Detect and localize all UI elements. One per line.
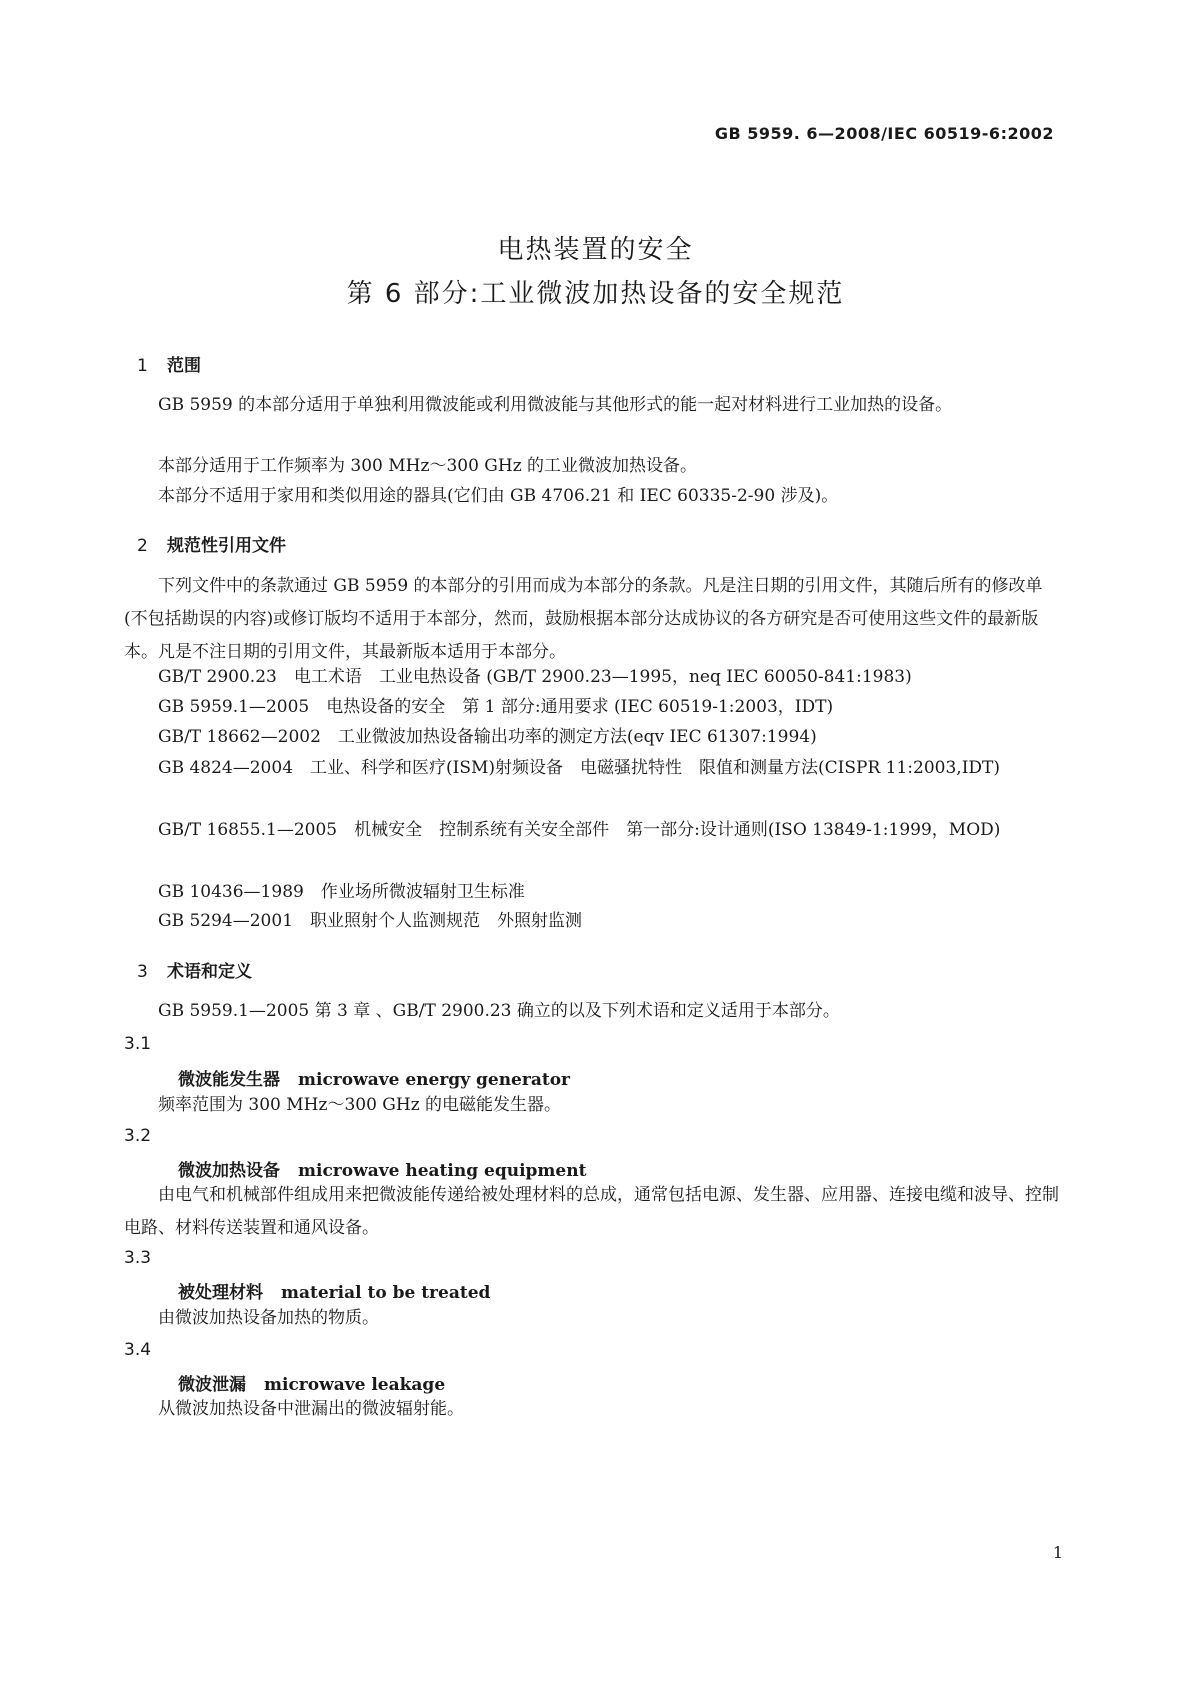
term-zh: 微波泄漏 <box>178 1375 246 1395</box>
term-en: material to be treated <box>281 1283 491 1303</box>
term-en: microwave heating equipment <box>298 1161 587 1181</box>
reference-item: GB 4824—2004 工业、科学和医疗(ISM)射频设备 电磁骚扰特性 限值和测量方法(CISPR 11:2003,IDT) <box>158 758 1001 778</box>
term-zh: 微波加热设备 <box>178 1161 280 1181</box>
section-title: 术语和定义 <box>167 962 252 982</box>
clause-number: 3.2 <box>124 1126 152 1146</box>
term-heading <box>178 1278 490 1303</box>
term-zh: 被处理材料 <box>178 1283 263 1303</box>
term-zh: 微波能发生器 <box>178 1070 280 1090</box>
reference-item: GB/T 18662—2002 工业微波加热设备输出功率的测定方法(eqv IEC 61307:1994) <box>158 727 817 747</box>
references-intro: 下列文件中的条款通过 GB 5959 的本部分的引用而成为本部分的条款。凡是注日期的引用文件，其随后所有的修改单(不包括勘误的内容)或修订版均不适用于本部分，然而，鼓励根据本部分达成协议的各方研究是否可使用这些文件的最新版本。凡是不注日期的引用文件，其最新版本适用于本部分。 <box>124 576 1043 662</box>
scope-paragraph-1: GB 5959 的本部分适用于单独利用微波能或利用微波能与其他形式的能一起对材料进行工业加热的设备。 <box>158 395 953 415</box>
term-definition: 由电气和机械部件组成用来把微波能传递给被处理材料的总成，通常包括电源、发生器、应用器、连接电缆和波导、控制电路、材料传送装置和通风设备。 <box>124 1185 1059 1238</box>
section-number: 2 <box>137 536 148 556</box>
section-heading-scope <box>137 351 201 376</box>
clause-number: 3.3 <box>124 1248 152 1268</box>
section-title: 规范性引用文件 <box>167 536 286 556</box>
reference-item: GB/T 16855.1—2005 机械安全 控制系统有关安全部件 第一部分:设计通则(ISO 13849-1:1999，MOD) <box>158 820 1001 840</box>
term-definition: 从微波加热设备中泄漏出的微波辐射能。 <box>158 1399 464 1419</box>
section-heading-normative-references <box>137 531 286 556</box>
term-en: microwave leakage <box>264 1375 446 1395</box>
section-title: 范围 <box>167 356 201 376</box>
section-number: 1 <box>137 356 148 376</box>
reference-item: GB/T 2900.23 电工术语 工业电热设备 (GB/T 2900.23—1995，neq IEC 60050-841:1983) <box>158 667 912 687</box>
reference-item: GB 5959.1—2005 电热设备的安全 第 1 部分:通用要求 (IEC 60519-1:2003，IDT) <box>158 697 834 717</box>
standard-code: GB 5959. 6—2008/IEC 60519-6:2002 <box>714 124 1054 143</box>
reference-item: GB 5294—2001 职业照射个人监测规范 外照射监测 <box>158 911 583 931</box>
section-number: 3 <box>137 962 148 982</box>
term-definition: 由微波加热设备加热的物质。 <box>158 1308 379 1328</box>
scope-paragraph-3: 本部分不适用于家用和类似用途的器具(它们由 GB 4706.21 和 IEC 60335-2-90 涉及)。 <box>158 486 839 506</box>
section-heading-terms <box>137 957 252 982</box>
document-title: 电热装置的安全 <box>497 235 694 265</box>
document-subtitle: 第 6 部分:工业微波加热设备的安全规范 <box>346 279 845 309</box>
clause-number: 3.1 <box>124 1034 152 1054</box>
reference-item: GB 10436—1989 作业场所微波辐射卫生标准 <box>158 882 525 902</box>
term-en: microwave energy generator <box>298 1070 570 1090</box>
clause-number: 3.4 <box>124 1340 152 1360</box>
term-heading <box>178 1156 586 1181</box>
terms-intro: GB 5959.1—2005 第 3 章 、GB/T 2900.23 确立的以及下列术语和定义适用于本部分。 <box>158 1001 840 1021</box>
term-heading <box>178 1370 445 1395</box>
page-number: 1 <box>1052 1543 1063 1562</box>
scope-paragraph-2: 本部分适用于工作频率为 300 MHz～300 GHz 的工业微波加热设备。 <box>158 456 698 476</box>
term-heading <box>178 1065 570 1090</box>
term-definition: 频率范围为 300 MHz～300 GHz 的电磁能发生器。 <box>158 1095 562 1115</box>
